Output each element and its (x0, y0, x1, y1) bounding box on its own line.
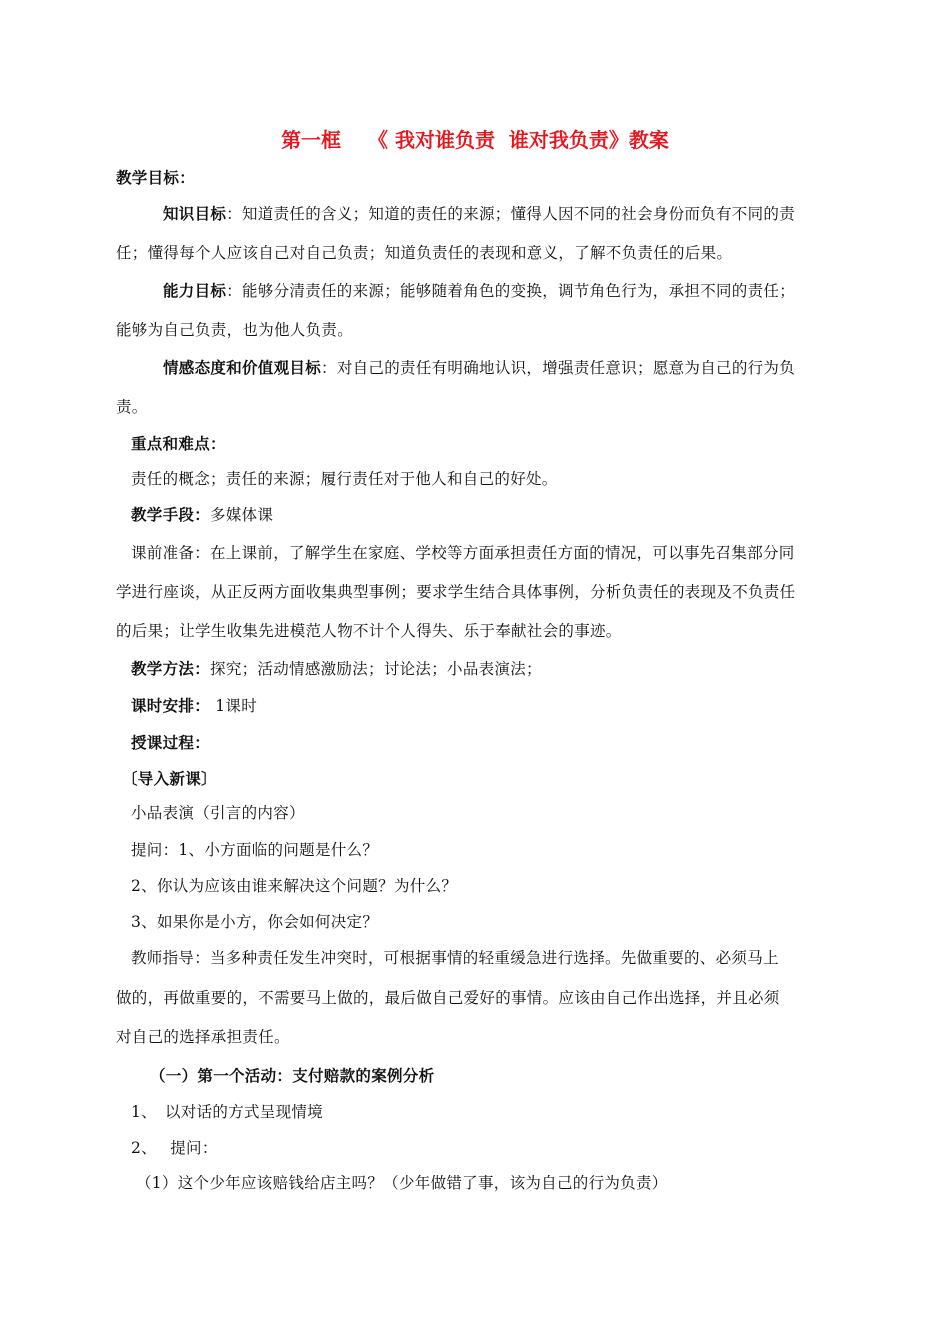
ability-objective-line-1 (163, 279, 795, 301)
teaching-methods-value: 探究；活动情感激励法；讨论法；小品表演法； (210, 660, 542, 678)
objectives-heading: 教学目标： (116, 169, 196, 187)
activity-sub-question-1: （1）这个少年应该赔钱给店主吗？（少年做错了事，该为自己的行为负责） (136, 1174, 668, 1192)
question-2: 2、你认为应该由谁来解决这个问题？为什么？ (131, 877, 458, 895)
knowledge-objective-line-2: 任；懂得每个人应该自己对自己负责；知道负责任的表现和意义，了解不负责任的后果。 (116, 244, 733, 262)
activity-1-heading: （一）第一个活动：支付赔款的案例分析 (150, 1067, 435, 1085)
guide-line-2: 做的，再做重要的，不需要马上做的，最后做自己爱好的事情。应该由自己作出选择，并且必须 (116, 989, 780, 1007)
emotion-objective-label: 情感态度和价值观目标 (163, 359, 322, 377)
process-heading: 授课过程： (131, 734, 211, 752)
document-title: 第一框 《 我对谁负责 谁对我负责》教案 (281, 128, 669, 152)
teaching-means (131, 503, 273, 525)
prep-line-2: 学进行座谈，从正反两方面收集典型事例；要求学生结合具体事例，分析负责任的表现及不负责任 (116, 583, 796, 601)
class-schedule (131, 694, 257, 716)
knowledge-objective-line-1 (163, 202, 795, 224)
emotion-objective-text-1: ：对自己的责任有明确地认识，增强责任意识；愿意为自己的行为负 (321, 359, 796, 377)
knowledge-objective-label: 知识目标 (163, 205, 227, 223)
skit-line: 小品表演（引言的内容） (131, 804, 305, 822)
guide-line-3: 对自己的选择承担责任。 (116, 1028, 290, 1046)
key-points-content: 责任的概念；责任的来源；履行责任对于他人和自己的好处。 (131, 470, 558, 488)
teaching-methods (131, 657, 542, 679)
ability-objective-line-2: 能够为自己负责，也为他人负责。 (116, 321, 354, 339)
question-1: 提问：1、小方面临的问题是什么？ (131, 841, 379, 859)
ability-objective-label: 能力目标 (163, 282, 227, 300)
intro-heading: 〔导入新课〕 (122, 770, 217, 788)
class-schedule-value: 1课时 (210, 697, 258, 715)
teaching-methods-label: 教学方法： (131, 660, 211, 678)
key-points-heading: 重点和难点： (131, 435, 226, 453)
guide-line-1: 教师指导：当多种责任发生冲突时，可根据事情的轻重缓急进行选择。先做重要的、必须马上 (131, 949, 779, 967)
knowledge-objective-text-1: ：知道责任的含义；知道的责任的来源；懂得人因不同的社会身份而负有不同的责 (226, 205, 796, 223)
activity-step-2: 2、 提问： (131, 1139, 218, 1157)
prep-line-3: 的后果；让学生收集先进模范人物不计个人得失、乐于奉献社会的事迹。 (116, 622, 622, 640)
ability-objective-text-1: ：能够分清责任的来源；能够随着角色的变换，调节角色行为，承担不同的责任； (226, 282, 796, 300)
teaching-means-label: 教学手段： (131, 506, 211, 524)
activity-step-1: 1、 以对话的方式呈现情境 (131, 1103, 324, 1121)
teaching-means-value: 多媒体课 (210, 506, 274, 524)
class-schedule-label: 课时安排： (131, 697, 211, 715)
question-3: 3、如果你是小方，你会如何决定？ (131, 913, 379, 931)
emotion-objective-line-2: 责。 (116, 398, 148, 416)
prep-line-1: 课前准备：在上课前，了解学生在家庭、学校等方面承担责任方面的情况，可以事先召集部分同 (131, 544, 795, 562)
emotion-objective-line-1 (163, 356, 795, 378)
